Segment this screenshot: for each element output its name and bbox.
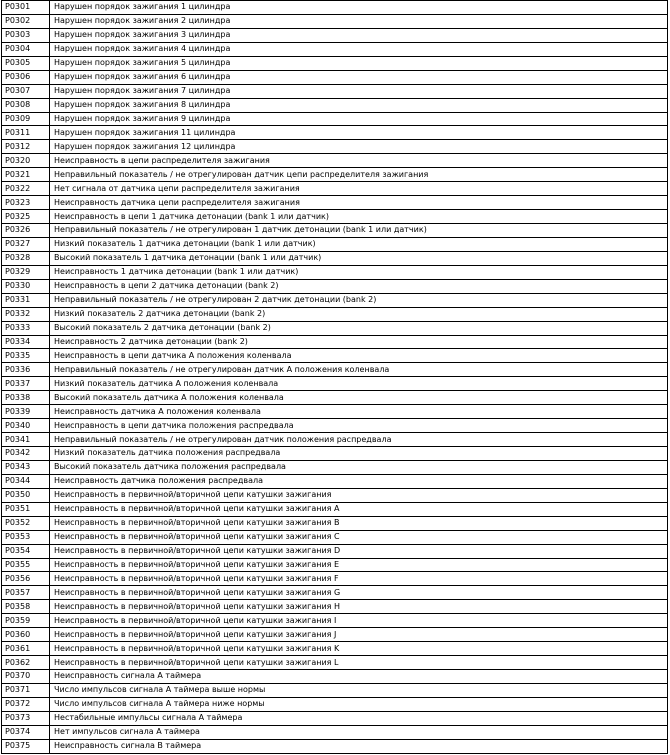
description-cell: Неисправность датчика А положения коленвала [50, 405, 668, 419]
table-row [2, 697, 668, 711]
table-row [2, 530, 668, 544]
description-cell: Неисправность в первичной/вторичной цепи катушки зажигания B [50, 516, 668, 530]
description-cell: Высокий показатель датчика положения распредвала [50, 460, 668, 474]
code-cell: P0335 [2, 349, 50, 363]
table-row [2, 349, 668, 363]
description-cell: Число импульсов сигнала А таймера ниже нормы [50, 697, 668, 711]
table-row [2, 419, 668, 433]
description-cell: Неисправность датчика цепи распределителя зажигания [50, 196, 668, 210]
description-cell: Высокий показатель 2 датчика детонации (bank 2) [50, 321, 668, 335]
code-cell: P0301 [2, 1, 50, 15]
table-row [2, 237, 668, 251]
table-row [2, 460, 668, 474]
code-cell: P0309 [2, 112, 50, 126]
code-cell: P0306 [2, 70, 50, 84]
code-cell: P0339 [2, 405, 50, 419]
table-row [2, 377, 668, 391]
description-cell: Нет импульсов сигнала А таймера [50, 725, 668, 739]
code-cell: P0333 [2, 321, 50, 335]
table-row [2, 224, 668, 238]
code-cell: P0372 [2, 697, 50, 711]
table-row [2, 516, 668, 530]
description-cell: Неисправность 2 датчика детонации (bank 2) [50, 335, 668, 349]
description-cell: Нестабильные импульсы сигнала А таймера [50, 711, 668, 725]
description-cell: Неисправность в цепи 1 датчика детонации (bank 1 или датчик) [50, 210, 668, 224]
code-cell: P0359 [2, 614, 50, 628]
description-cell: Неисправность сигнала B таймера [50, 739, 668, 753]
table-row [2, 126, 668, 140]
code-cell: P0353 [2, 530, 50, 544]
description-cell: Неисправность в первичной/вторичной цепи катушки зажигания [50, 488, 668, 502]
table-row [2, 670, 668, 684]
code-cell: P0340 [2, 419, 50, 433]
table-body [2, 1, 668, 754]
code-cell: P0321 [2, 168, 50, 182]
description-cell: Неисправность 1 датчика детонации (bank 1 или датчик) [50, 265, 668, 279]
code-cell: P0322 [2, 182, 50, 196]
description-cell: Нарушен порядок зажигания 7 цилиндра [50, 84, 668, 98]
description-cell: Неисправность в первичной/вторичной цепи катушки зажигания A [50, 502, 668, 516]
table-row [2, 210, 668, 224]
table-row [2, 84, 668, 98]
description-cell: Неисправность в цепи 2 датчика детонации (bank 2) [50, 279, 668, 293]
table-row [2, 711, 668, 725]
code-cell: P0336 [2, 363, 50, 377]
description-cell: Неисправность в цепи датчика положения распредвала [50, 419, 668, 433]
table-row [2, 293, 668, 307]
table-row [2, 140, 668, 154]
table-row [2, 725, 668, 739]
table-row [2, 335, 668, 349]
description-cell: Неисправность датчика положения распредвала [50, 474, 668, 488]
description-cell: Низкий показатель 2 датчика детонации (bank 2) [50, 307, 668, 321]
description-cell: Нарушен порядок зажигания 3 цилиндра [50, 28, 668, 42]
description-cell: Нарушен порядок зажигания 1 цилиндра [50, 1, 668, 15]
code-cell: P0331 [2, 293, 50, 307]
table-row [2, 656, 668, 670]
code-cell: P0370 [2, 670, 50, 684]
code-cell: P0338 [2, 391, 50, 405]
code-cell: P0350 [2, 488, 50, 502]
description-cell: Нарушен порядок зажигания 6 цилиндра [50, 70, 668, 84]
description-cell: Неисправность в первичной/вторичной цепи катушки зажигания D [50, 544, 668, 558]
description-cell: Неисправность в первичной/вторичной цепи катушки зажигания F [50, 572, 668, 586]
table-row [2, 614, 668, 628]
table-row [2, 683, 668, 697]
table-row [2, 474, 668, 488]
code-cell: P0358 [2, 600, 50, 614]
table-row [2, 112, 668, 126]
code-cell: P0303 [2, 28, 50, 42]
description-cell: Нарушен порядок зажигания 4 цилиндра [50, 42, 668, 56]
code-cell: P0325 [2, 210, 50, 224]
table-row [2, 321, 668, 335]
code-cell: P0356 [2, 572, 50, 586]
code-cell: P0351 [2, 502, 50, 516]
code-cell: P0352 [2, 516, 50, 530]
description-cell: Неисправность в первичной/вторичной цепи катушки зажигания E [50, 558, 668, 572]
table-row [2, 391, 668, 405]
description-cell: Неисправность в первичной/вторичной цепи катушки зажигания L [50, 656, 668, 670]
code-cell: P0320 [2, 154, 50, 168]
description-cell: Нарушен порядок зажигания 2 цилиндра [50, 14, 668, 28]
description-cell: Число импульсов сигнала А таймера выше нормы [50, 683, 668, 697]
description-cell: Неисправность в первичной/вторичной цепи катушки зажигания J [50, 628, 668, 642]
code-cell: P0360 [2, 628, 50, 642]
code-cell: P0355 [2, 558, 50, 572]
table-row [2, 586, 668, 600]
code-cell: P0302 [2, 14, 50, 28]
description-cell: Низкий показатель датчика А положения коленвала [50, 377, 668, 391]
code-cell: P0361 [2, 642, 50, 656]
description-cell: Неправильный показатель / не отрегулирован датчик А положения коленвала [50, 363, 668, 377]
table-row [2, 600, 668, 614]
description-cell: Неисправность в первичной/вторичной цепи катушки зажигания I [50, 614, 668, 628]
code-cell: P0307 [2, 84, 50, 98]
description-cell: Нет сигнала от датчика цепи распределителя зажигания [50, 182, 668, 196]
table-row [2, 544, 668, 558]
table-row [2, 572, 668, 586]
code-cell: P0326 [2, 224, 50, 238]
code-cell: P0304 [2, 42, 50, 56]
description-cell: Неправильный показатель / не отрегулирован датчик цепи распределителя зажигания [50, 168, 668, 182]
table-row [2, 558, 668, 572]
description-cell: Нарушен порядок зажигания 9 цилиндра [50, 112, 668, 126]
code-cell: P0329 [2, 265, 50, 279]
description-cell: Неисправность в цепи распределителя зажигания [50, 154, 668, 168]
code-cell: P0312 [2, 140, 50, 154]
table-row [2, 279, 668, 293]
table-row [2, 168, 668, 182]
description-cell: Высокий показатель датчика А положения коленвала [50, 391, 668, 405]
code-cell: P0332 [2, 307, 50, 321]
table-row [2, 98, 668, 112]
table-row [2, 502, 668, 516]
code-cell: P0334 [2, 335, 50, 349]
description-cell: Нарушен порядок зажигания 5 цилиндра [50, 56, 668, 70]
code-cell: P0373 [2, 711, 50, 725]
description-cell: Неправильный показатель / не отрегулирован 1 датчик детонации (bank 1 или датчик) [50, 224, 668, 238]
description-cell: Неисправность в первичной/вторичной цепи катушки зажигания C [50, 530, 668, 544]
code-cell: P0308 [2, 98, 50, 112]
table-row [2, 433, 668, 447]
code-cell: P0328 [2, 251, 50, 265]
code-cell: P0375 [2, 739, 50, 753]
code-cell: P0341 [2, 433, 50, 447]
description-cell: Низкий показатель датчика положения распредвала [50, 447, 668, 461]
description-cell: Неисправность в цепи датчика А положения коленвала [50, 349, 668, 363]
code-cell: P0362 [2, 656, 50, 670]
code-cell: P0374 [2, 725, 50, 739]
table-row [2, 14, 668, 28]
table-row [2, 154, 668, 168]
table-row [2, 488, 668, 502]
description-cell: Низкий показатель 1 датчика детонации (bank 1 или датчик) [50, 237, 668, 251]
description-cell: Нарушен порядок зажигания 12 цилиндра [50, 140, 668, 154]
table-row [2, 196, 668, 210]
description-cell: Неисправность сигнала А таймера [50, 670, 668, 684]
code-cell: P0305 [2, 56, 50, 70]
code-cell: P0344 [2, 474, 50, 488]
description-cell: Неисправность в первичной/вторичной цепи катушки зажигания G [50, 586, 668, 600]
description-cell: Неправильный показатель / не отрегулирован датчик положения распредвала [50, 433, 668, 447]
code-cell: P0371 [2, 683, 50, 697]
table-row [2, 447, 668, 461]
description-cell: Неисправность в первичной/вторичной цепи катушки зажигания K [50, 642, 668, 656]
code-cell: P0354 [2, 544, 50, 558]
code-cell: P0357 [2, 586, 50, 600]
description-cell: Нарушен порядок зажигания 8 цилиндра [50, 98, 668, 112]
diagnostic-codes-table [1, 0, 668, 754]
code-cell: P0311 [2, 126, 50, 140]
table-row [2, 70, 668, 84]
code-cell: P0330 [2, 279, 50, 293]
description-cell: Нарушен порядок зажигания 11 цилиндра [50, 126, 668, 140]
table-row [2, 307, 668, 321]
table-row [2, 405, 668, 419]
table-row [2, 182, 668, 196]
code-cell: P0337 [2, 377, 50, 391]
table-row [2, 1, 668, 15]
table-row [2, 42, 668, 56]
table-row [2, 363, 668, 377]
table-row [2, 251, 668, 265]
code-cell: P0343 [2, 460, 50, 474]
code-cell: P0323 [2, 196, 50, 210]
table-row [2, 56, 668, 70]
description-cell: Неправильный показатель / не отрегулирован 2 датчик детонации (bank 2) [50, 293, 668, 307]
code-cell: P0342 [2, 447, 50, 461]
table-row [2, 642, 668, 656]
code-cell: P0327 [2, 237, 50, 251]
table-row [2, 28, 668, 42]
table-row [2, 265, 668, 279]
description-cell: Неисправность в первичной/вторичной цепи катушки зажигания H [50, 600, 668, 614]
description-cell: Высокий показатель 1 датчика детонации (bank 1 или датчик) [50, 251, 668, 265]
table-row [2, 628, 668, 642]
table-row [2, 739, 668, 753]
